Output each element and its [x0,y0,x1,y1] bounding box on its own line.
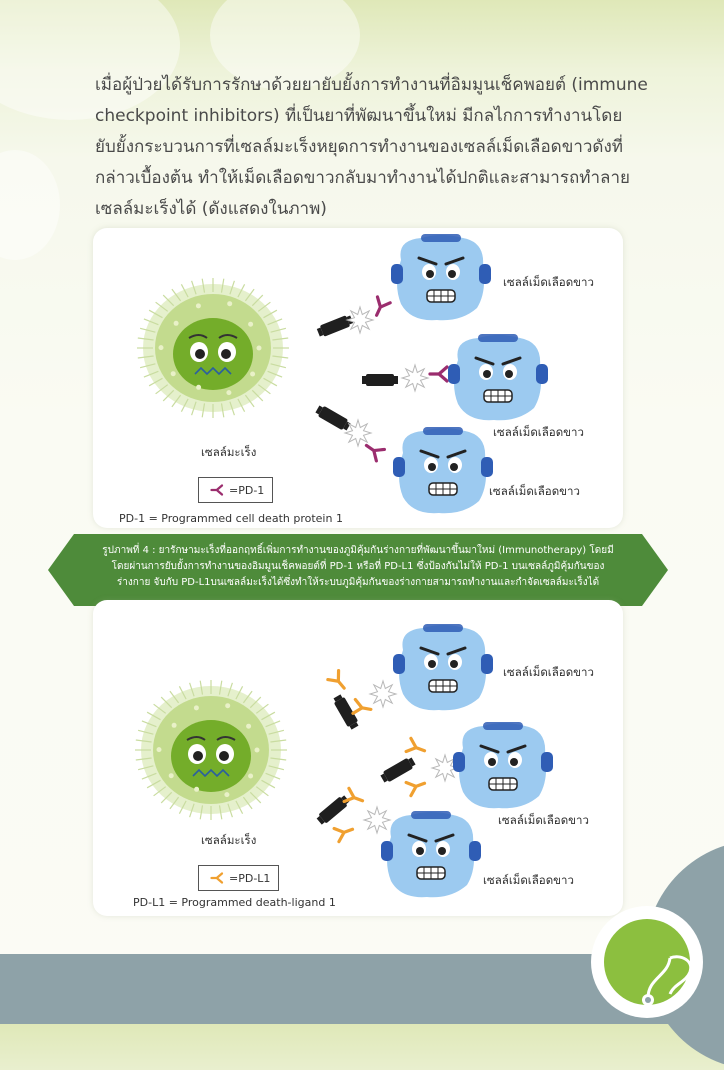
wbc-label: เซลล์เม็ดเลือดขาว [503,275,594,289]
pd1-receptor-icon [362,440,384,461]
background-bubble [0,150,60,260]
pdl1-ligand-icon [207,871,225,885]
spark-icon [347,307,373,333]
pdl1-figure-panel [93,600,623,916]
wbc-label: เซลล์เม็ดเลือดขาว [483,873,574,887]
cancer-cell-label: เซลล์มะเร็ง [201,445,257,459]
pd1-receptor-icon [430,367,447,381]
wbc-label: เซลล์เม็ดเลือดขาว [489,484,580,498]
cancer-cell-icon [137,278,289,418]
antibody-drug-icon [314,404,351,432]
intro-paragraph: เมื่อผู้ป่วยได้รับการรักษาด้วยยายับยั้งการทำงานที่อิมมูนเช็คพอยต์ (immune checkpoint inhibitors) ที่เป็นยาที่พัฒนาขึ้นใหม่ มีกลไกการทำงานโดยยับยั้งกระบวนการที่เซลล์มะเร็งหยุดการทำงานของเซลล์เม็ดเลือดขาวดังที่กล่าวเบื้องต้น ทำให้เม็ดเลือดขาวกลับมาทำงานได้ปกติและสามารถทำลายเซลล์มะเร็งได้ (ดังแสดงในภาพ) [95,75,648,219]
pdl1-ligand-icon [406,777,427,796]
antibody-drug-icon [315,794,350,826]
white-blood-cell-icon [393,624,493,710]
white-blood-cell-icon [381,811,481,897]
figure-caption: รูปภาพที่ 4 : ยารักษามะเร็งที่ออกฤทธิ์เพิ่มการทำงานของภูมิคุ้มกันร่างกายที่พัฒนาขึ้นมาใหม่ (Immunotherapy) โดยมีโดยผ่านการยับยั้งการทำงานของอิมมูนเช็คพอยต์ที่ PD-1 หรือที่ PD-L1 ซึ่งป้องกันไม่ให้ PD-1 บนเซลล์ภูมิคุ้มกันของร่างกาย จับกับ PD-L1บนเซลล์มะเร็งได้ซึ่งทำให้ระบบภูมิคุ้มกันของร่างกายสามารถทำงานและกำจัดเซลล์มะเร็งได้ [102,545,614,588]
pd1-figure-panel [93,228,623,528]
pdl1-ligand-icon [406,738,427,757]
spark-icon [364,807,390,833]
antibody-drug-icon [316,314,354,339]
pdl1-definition: PD-L1 = Programmed death-ligand 1 [133,896,336,909]
pd1-legend [198,477,273,503]
pdl1-illustration [93,600,623,916]
antibody-drug-icon [362,374,398,386]
pdl1-ligand-icon [334,823,355,842]
stethoscope-icon [640,948,704,1008]
legend-label: =PD-L1 [229,871,271,885]
white-blood-cell-icon [453,722,553,808]
spark-icon [345,420,371,446]
wbc-label: เซลล์เม็ดเลือดขาว [493,425,584,439]
cancer-cell-icon [135,680,287,820]
wbc-label: เซลล์เม็ดเลือดขาว [498,813,589,827]
white-blood-cell-icon [393,427,493,513]
spark-icon [370,681,396,707]
pdl1-ligand-icon [353,700,372,717]
legend-label: =PD-1 [229,483,265,497]
pdl1-ligand-icon [344,788,365,807]
white-blood-cell-icon [448,334,548,420]
spark-icon [402,365,428,391]
cancer-cell-label: เซลล์มะเร็ง [201,833,257,847]
wbc-label: เซลล์เม็ดเลือดขาว [503,665,594,679]
pd1-receptor-icon [207,483,225,497]
white-blood-cell-icon [391,234,491,320]
antibody-drug-icon [379,756,416,784]
pdl1-legend [198,865,279,891]
pdl1-ligand-icon [328,671,350,693]
pd1-definition: PD-1 = Programmed cell death protein 1 [119,512,343,525]
pd1-receptor-icon [370,297,390,318]
